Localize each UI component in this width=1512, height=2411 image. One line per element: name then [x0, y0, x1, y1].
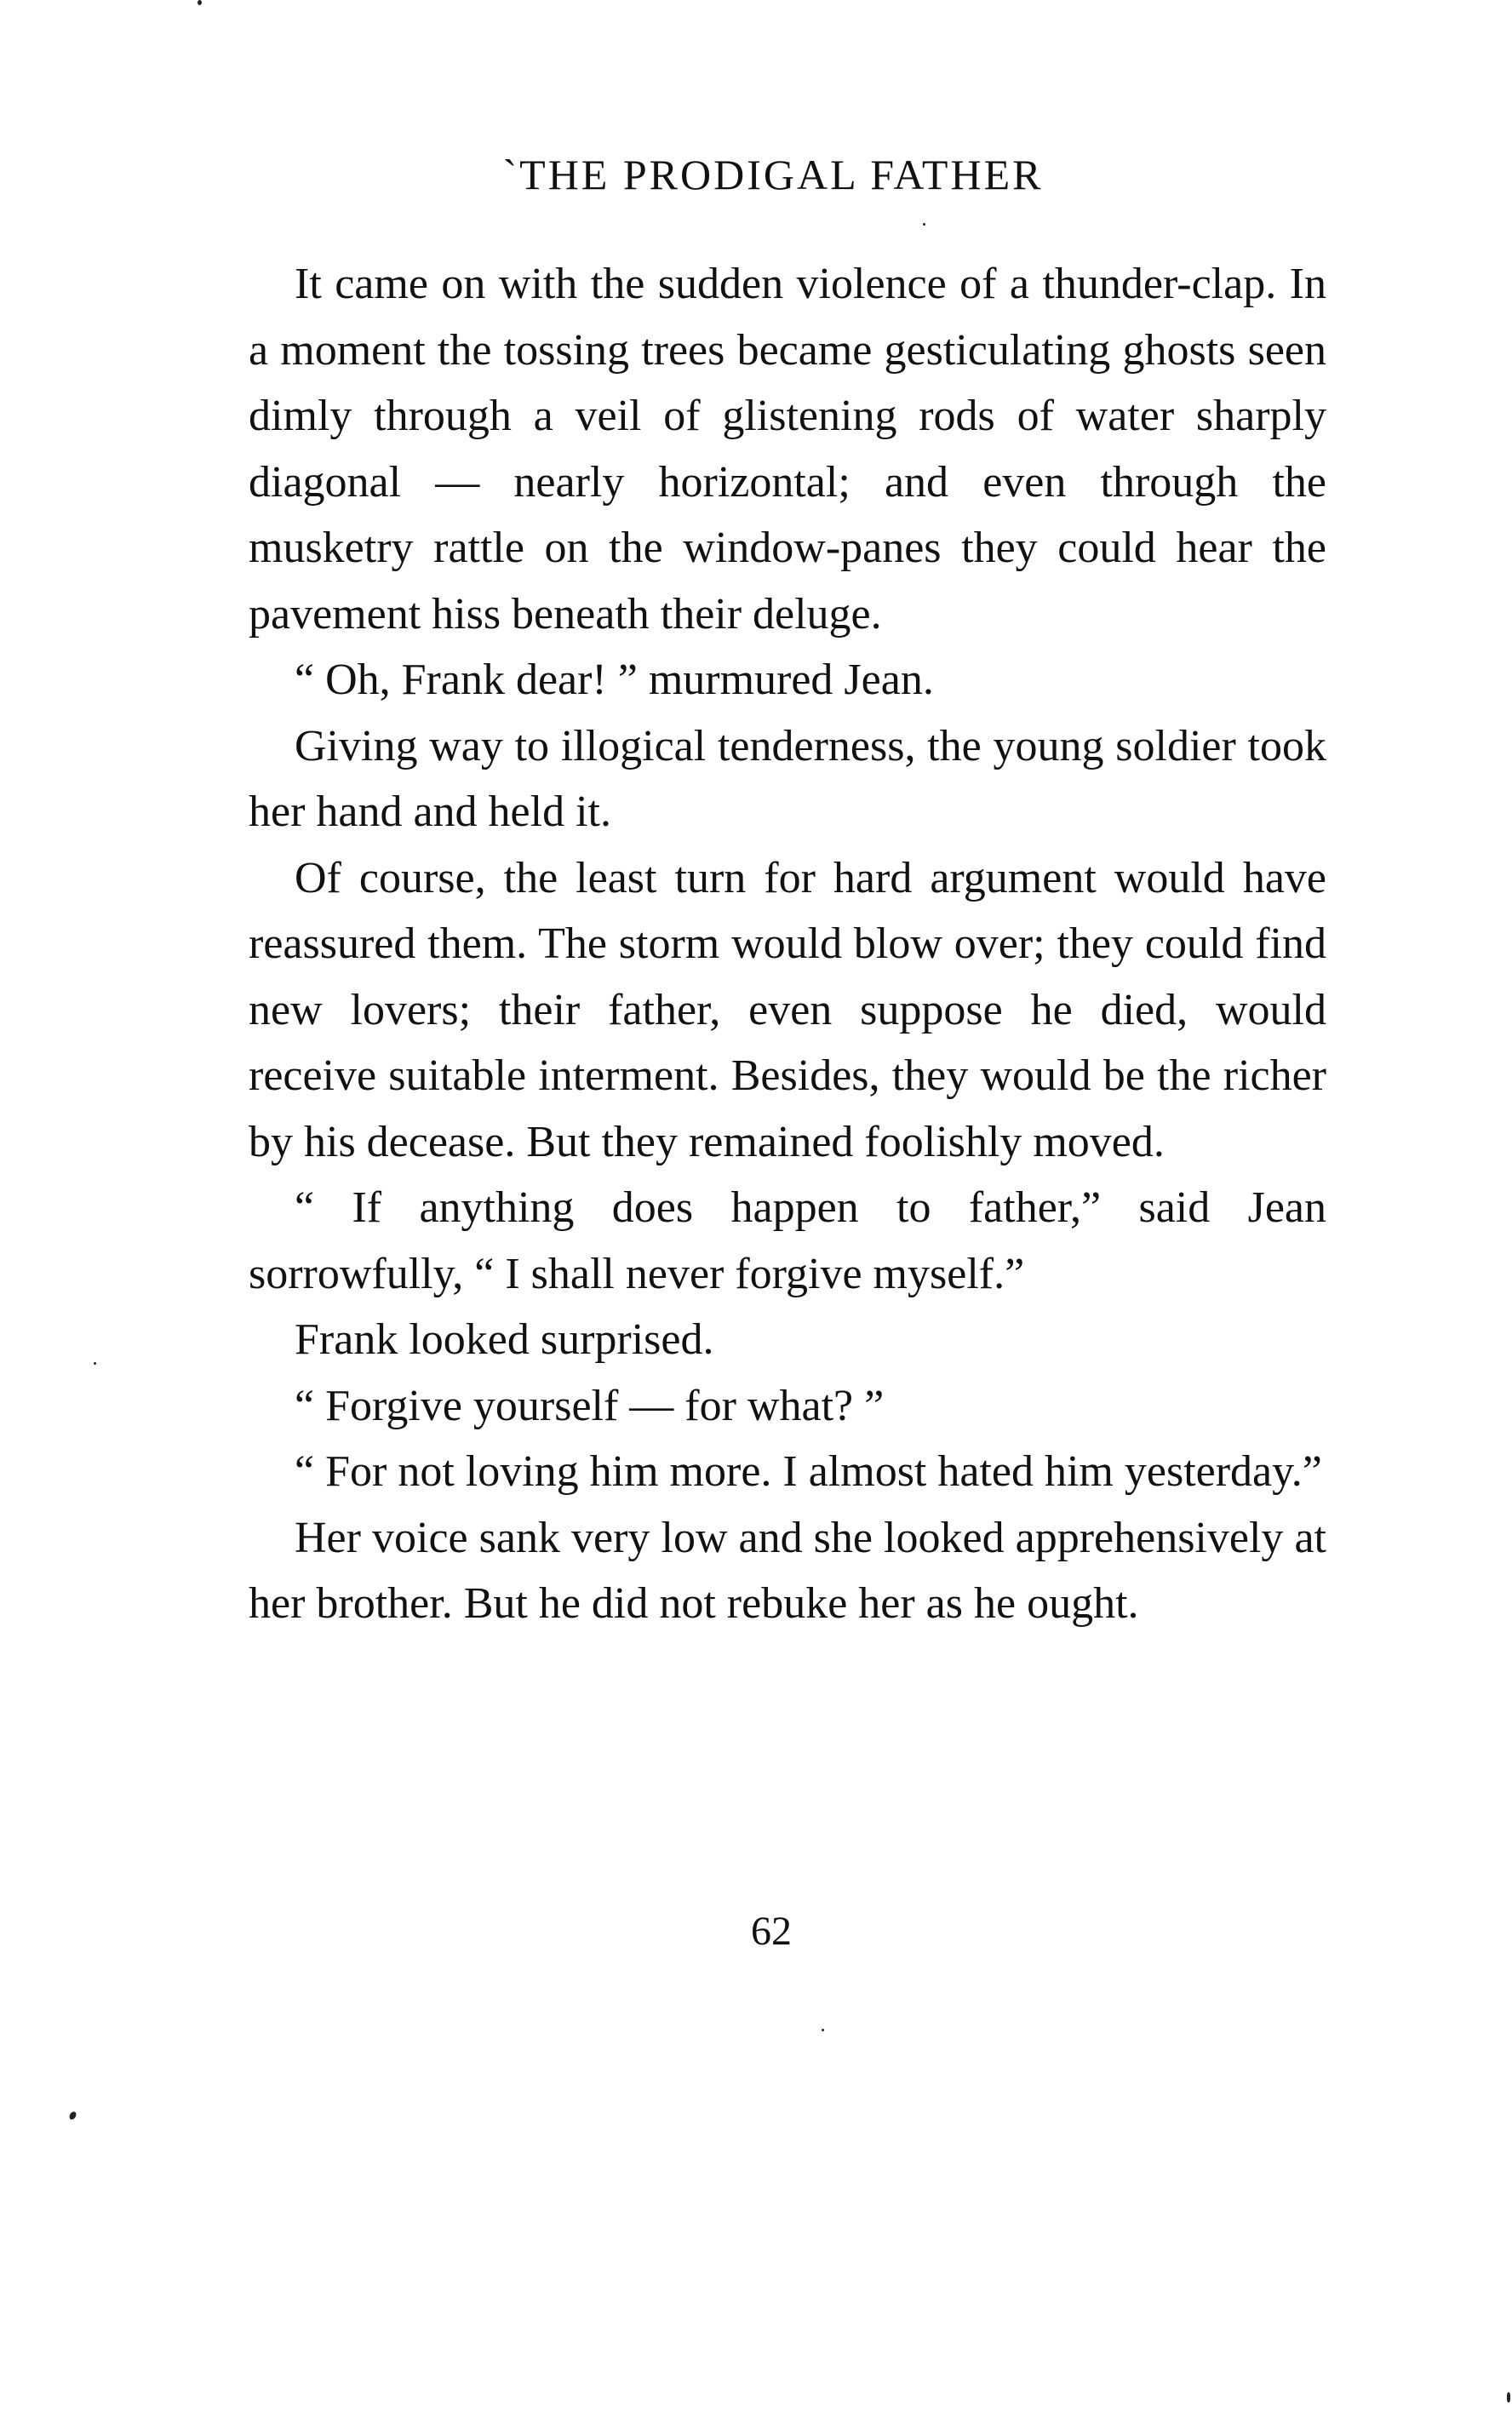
body-text — [249, 251, 1326, 1637]
paragraph: “ Forgive yourself — for what? ” — [295, 1381, 885, 1430]
page-number: 62 — [751, 1909, 792, 1954]
paragraph: Of course, the least turn for hard argument would have reassured them. The storm would blow over; they could find new lovers; their father, even suppose he died, would receive suitable interment. Besides, they would be the richer by his decease. But they remained foolishly moved. — [249, 853, 1326, 1166]
scan-speck — [923, 223, 925, 226]
paragraph: Her voice sank very low and she looked apprehensively at her brother. But he did not rebuke her as he ought. — [249, 1513, 1326, 1628]
paragraph: Giving way to illogical tenderness, the young soldier took her hand and held it. — [249, 721, 1326, 836]
scan-speck — [822, 2029, 824, 2031]
paragraph: “ Oh, Frank dear! ” murmured Jean. — [295, 656, 934, 704]
running-head: `THE PRODIGAL FATHER — [502, 151, 1044, 198]
scan-speck — [198, 0, 202, 5]
paragraph: Frank looked surprised. — [295, 1315, 714, 1364]
scan-speck — [94, 1362, 96, 1365]
scan-speck — [1507, 2392, 1510, 2402]
paragraph: “ If anything does happen to father,” said Jean sorrowfully, “ I shall never forgive myself.” — [249, 1183, 1326, 1298]
scan-speck — [68, 2110, 77, 2121]
paragraph: It came on with the sudden violence of a thunder-clap. In a moment the tossing trees became gesticulating ghosts seen dimly through a veil of glistening rods of water sharply diagonal — nearly horizontal; and even through the musketry rattle on the window-panes they could hear the pavement hiss beneath their deluge. — [249, 260, 1326, 639]
paragraph: “ For not loving him more. I almost hated him yesterday.” — [295, 1447, 1322, 1496]
